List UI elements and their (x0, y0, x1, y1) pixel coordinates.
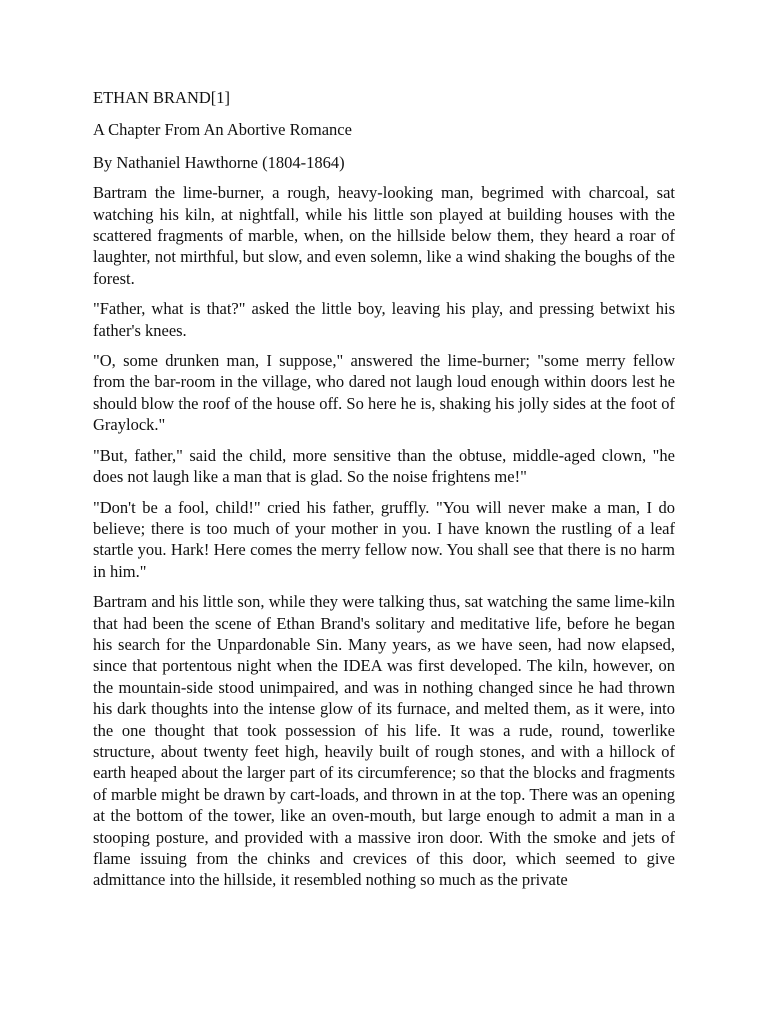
document-title: ETHAN BRAND[1] (93, 88, 231, 107)
paragraph: "Father, what is that?" asked the little boy, leaving his play, and pressing betwixt his father's knees. (93, 299, 675, 340)
document-page (93, 87, 675, 900)
paragraph: "But, father," said the child, more sensitive than the obtuse, middle-aged clown, "he does not laugh like a man that is glad. So the noise frightens me!" (93, 445, 675, 487)
document-byline: By Nathaniel Hawthorne (1804-1864) (93, 152, 345, 172)
paragraph: "O, some drunken man, I suppose," answered the lime-burner; "some merry fellow from the bar-room in the village, who dared not laugh loud enough within doors lest he should blow the roof of the house off. So here he is, shaking his jolly sides at the foot of Graylock." (93, 351, 675, 435)
paragraph: Bartram and his little son, while they were talking thus, sat watching the same lime-kiln that had been the scene of Ethan Brand's solitary and meditative life, before he began his search for the Unpardonable Sin. Many years, as we have seen, had now elapsed, since that portentous night when the IDEA was first developed. The kiln, however, on the mountain-side stood unimpaired, and was in nothing changed since he had thrown his dark thoughts into the intense glow of its furnace, and melted them, as it were, into the one thought that took possession of his life. It was a rude, round, towerlike structure, about twenty feet high, heavily built of rough stones, and with a hillock of earth heaped about the larger part of its circumference; so that the blocks and fragments of marble might be drawn by cart-loads, and thrown in at the top. There was an opening at the bottom of the tower, like an oven-mouth, but large enough to admit a man in a stooping posture, and provided with a massive iron door. With the smoke and jets of flame issuing from the chinks and crevices of this door, which seemed to give admittance into the hillside, it resembled nothing so much as the private (93, 592, 675, 890)
document-subtitle: A Chapter From An Abortive Romance (93, 120, 352, 140)
paragraph: Bartram the lime-burner, a rough, heavy-looking man, begrimed with charcoal, sat watching his kiln, at nightfall, while his little son played at building houses with the scattered fragments of marble, when, on the hillside below them, they heard a roar of laughter, not mirthful, but slow, and even solemn, like a wind shaking the boughs of the forest. (93, 183, 675, 288)
paragraph: "Don't be a fool, child!" cried his father, gruffly. "You will never make a man, I do believe; there is too much of your mother in you. I have known the rustling of a leaf startle you. Hark! Here comes the merry fellow now. You shall see that there is no harm in him." (93, 497, 675, 581)
